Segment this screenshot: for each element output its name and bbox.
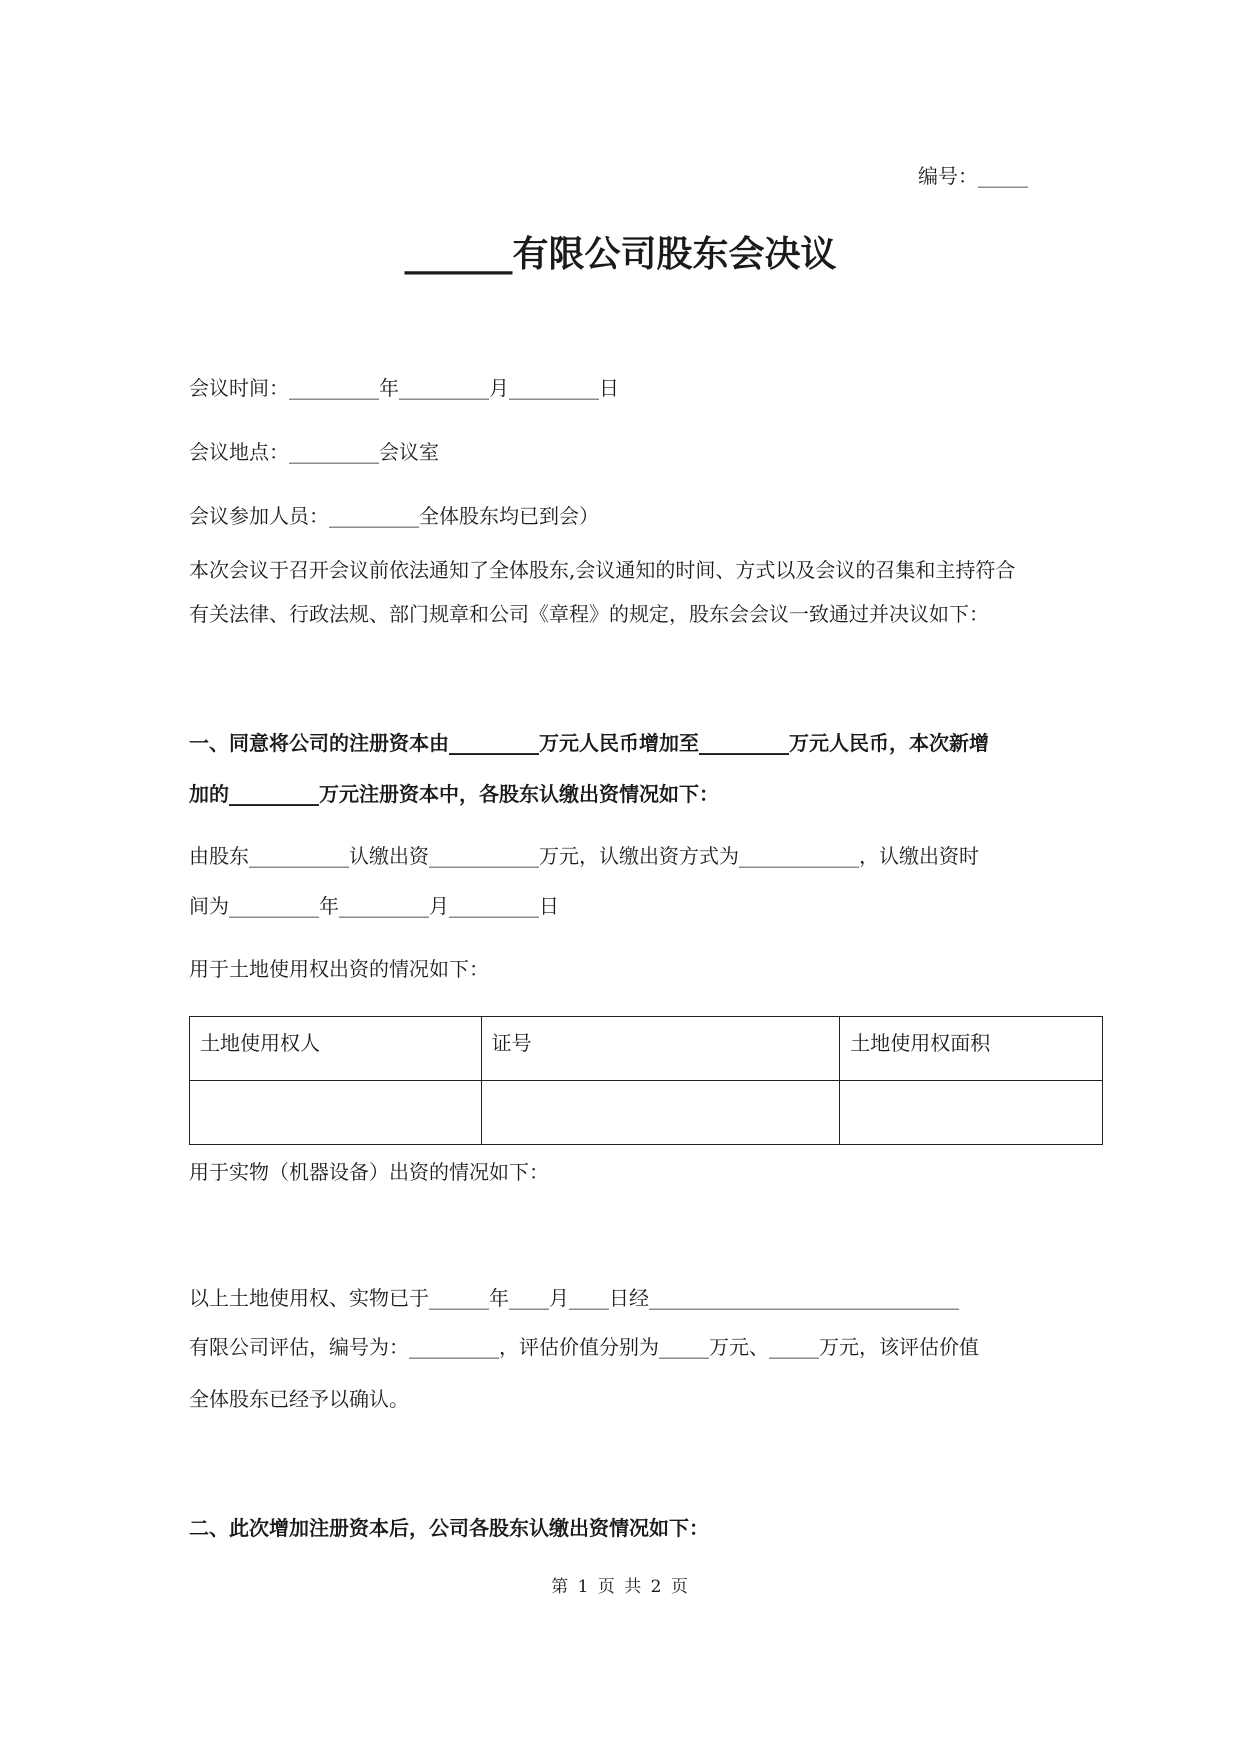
- shareholder-line-2: 间为_________年_________月_________日: [189, 894, 559, 918]
- valuation-line-1: 以上土地使用权、实物已于______年____月____日经_______________________________: [189, 1286, 959, 1310]
- equipment-intro: 用于实物（机器设备）出资的情况如下：: [189, 1160, 549, 1184]
- land-use-table: [189, 1016, 1103, 1145]
- section2-heading: 二、此次增加注册资本后，公司各股东认缴出资情况如下：: [189, 1516, 709, 1540]
- land-intro: 用于土地使用权出资的情况如下：: [189, 957, 489, 981]
- table-row: [190, 1081, 1103, 1145]
- meeting-attendees: 会议参加人员：_________全体股东均已到会）: [189, 504, 599, 528]
- meeting-intro-line-1: 本次会议于召开会议前依法通知了全体股东,会议通知的时间、方式以及会议的召集和主持符合: [189, 558, 1016, 582]
- table-header-cell: 土地使用权面积: [840, 1017, 1103, 1081]
- section1-heading-line-1: 一、同意将公司的注册资本由_________万元人民币增加至_________万元人民币，本次新增: [189, 731, 989, 755]
- valuation-line-3: 全体股东已经予以确认。: [189, 1387, 409, 1411]
- section1-heading-line-2: 加的_________万元注册资本中，各股东认缴出资情况如下：: [189, 782, 719, 806]
- meeting-intro-line-2: 有关法律、行政法规、部门规章和公司《章程》的规定，股东会会议一致通过并决议如下：: [189, 602, 989, 626]
- document-title: ______有限公司股东会决议: [404, 234, 837, 275]
- valuation-line-2: 有限公司评估，编号为：_________，评估价值分别为_____万元、_____万元，该评估价值: [189, 1335, 979, 1359]
- table-cell: [840, 1081, 1103, 1145]
- table-header-cell: 证号: [481, 1017, 840, 1081]
- table-header-cell: 土地使用权人: [190, 1017, 482, 1081]
- table-cell: [481, 1081, 840, 1145]
- table-cell: [190, 1081, 482, 1145]
- document-number: 编号：_____: [918, 164, 1028, 188]
- page-footer: 第 1 页 共 2 页: [551, 1577, 690, 1597]
- table-header-row: [190, 1017, 1103, 1081]
- shareholder-line-1: 由股东__________认缴出资___________万元，认缴出资方式为____________，认缴出资时: [189, 844, 979, 868]
- meeting-time: 会议时间：_________年_________月_________日: [189, 376, 619, 400]
- meeting-location: 会议地点：_________会议室: [189, 440, 439, 464]
